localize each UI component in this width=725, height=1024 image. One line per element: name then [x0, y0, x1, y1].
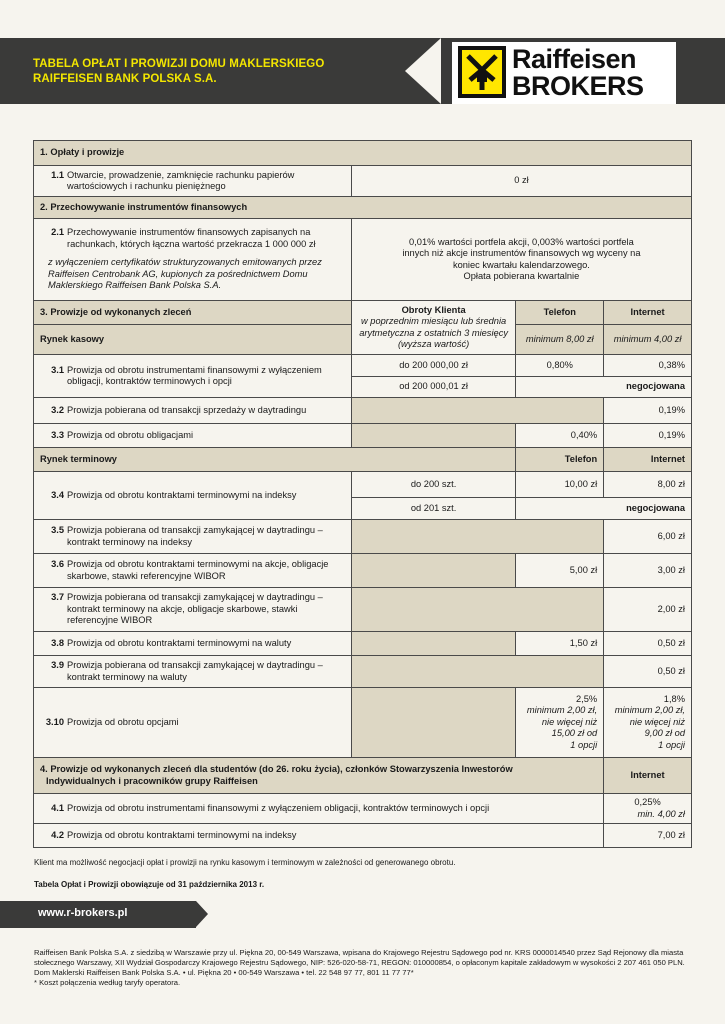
- turnover-label: Obroty Klienta: [401, 304, 466, 315]
- phone-value: 1,50 zł: [516, 632, 604, 656]
- row-4-2-value: 7,00 zł: [604, 824, 692, 848]
- internet-header: Internet: [604, 448, 692, 472]
- empty-cell: [351, 632, 516, 656]
- row-number: 3.9: [51, 660, 64, 670]
- legal-line: * Koszt połączenia według taryfy operatora.: [34, 978, 181, 987]
- raiffeisen-gable-icon: [458, 46, 506, 98]
- row-number: 3.5: [51, 525, 64, 535]
- row-3-9-desc: [34, 656, 352, 688]
- row-number: 3.6: [51, 559, 64, 569]
- futures-market-row: [34, 448, 692, 472]
- row-3-8-desc: [34, 632, 352, 656]
- row-3-7-desc: [34, 588, 352, 632]
- turnover-header: [351, 301, 516, 355]
- row-number: 3.1: [51, 364, 64, 375]
- value-line: 0,01% wartości portfela akcji, 0,003% wartości portfela: [409, 236, 634, 247]
- row-description: Prowizja pobierana od transakcji zamykającej w daytradingu – kontrakt terminowy na indeksy: [67, 525, 323, 547]
- row-1-1-value: 0 zł: [351, 166, 691, 197]
- tier-negotiable: negocjowana: [516, 498, 692, 520]
- table-row: [34, 656, 692, 688]
- internet-value: 0,50 zł: [604, 656, 692, 688]
- legal-line: Raiffeisen Bank Polska S.A. z siedzibą w Warszawie przy ul. Piękna 20, 00-549 Warszawa, wpisana do Krajowego Rejestru Sądowego pod nr. KRS 0000014540 przez Sąd Rejonowy dla miasta stołecznego Warszawy, XII Wydział Gospodarczy Krajowego Rejestru Sądowego, NIP: 526-020-58-71, REGON: 010000854, o opłaconym kapitale zakładowym w wysokości 2 207 461 050 PLN.: [34, 948, 685, 967]
- phone-value: 5,00 zł: [516, 554, 604, 588]
- logo-text-brokers: BROKERS: [512, 71, 644, 101]
- row-3-5-desc: [34, 520, 352, 554]
- row-4-2-desc: [34, 824, 604, 848]
- internet-value: 3,00 zł: [604, 554, 692, 588]
- tier-label: od 201 szt.: [351, 498, 516, 520]
- row-description: Prowizja od obrotu opcjami: [67, 716, 179, 727]
- row-number: 3.2: [51, 404, 64, 415]
- empty-cell: [351, 520, 603, 554]
- value-line: innych niż akcje instrumentów finansowych wg wyceny na: [402, 248, 641, 258]
- row-1-1-desc: [34, 166, 352, 197]
- legal-info: [34, 948, 690, 988]
- value-line: nie więcej niż: [629, 716, 685, 727]
- row-number: 3.4: [51, 489, 64, 500]
- section-4-title-line: Indywidualnych i pracowników grupy Raiffeisen: [46, 775, 258, 786]
- empty-cell: [351, 588, 603, 632]
- logo-text-raiffeisen: Raiffeisen: [512, 44, 637, 74]
- internet-header: Internet: [604, 758, 692, 794]
- row-description: Prowizja od obrotu instrumentami finansowymi z wyłączeniem obligacji, kontraktów terminowych i opcji: [67, 802, 490, 813]
- row-number: 1.1: [51, 169, 64, 180]
- row-number: 3.10: [45, 716, 64, 727]
- tier-internet: 8,00 zł: [604, 472, 692, 498]
- row-description: Przechowywanie instrumentów finansowych zapisanych na rachunkach, których łączna wartość przekracza 1 000 000 zł: [67, 227, 316, 249]
- row-2-1-desc: [34, 219, 352, 301]
- validity-note: Tabela Opłat i Prowizji obowiązuje od 31 października 2013 r.: [34, 880, 265, 889]
- row-description: Prowizja od obrotu kontraktami terminowymi na waluty: [67, 637, 292, 648]
- value-line: 0,25%: [634, 797, 661, 807]
- futures-market-label: Rynek terminowy: [34, 448, 516, 472]
- table-row: [34, 588, 692, 632]
- section-2-title: 2. Przechowywanie instrumentów finansowych: [34, 197, 692, 219]
- website-link[interactable]: www.r-brokers.pl: [38, 907, 128, 919]
- table-row: [34, 472, 692, 498]
- table-row: [34, 632, 692, 656]
- cash-min-internet: minimum 4,00 zł: [604, 325, 692, 355]
- row-description: Prowizja od obrotu kontraktami terminowymi na akcje, obligacje skarbowe, stawki referencyjne WIBOR: [67, 559, 329, 581]
- empty-cell: [351, 554, 516, 588]
- internet-header: Internet: [604, 301, 692, 325]
- negotiation-note: Klient ma możliwość negocjacji opłat i prowizji na rynku kasowym i terminowym w zależności od generowanego obrotu.: [34, 858, 456, 867]
- tier-label: do 200 000,00 zł: [351, 355, 516, 377]
- phone-value: 0,40%: [516, 424, 604, 448]
- value-line: 9,00 zł od: [644, 728, 685, 739]
- title-line-1: TABELA OPŁAT I PROWIZJI DOMU MAKLERSKIEGO: [33, 58, 325, 70]
- row-note: z wyłączeniem certyfikatów strukturyzowanych emitowanych przez Raiffeisen Centrobank AG, kupionych za pośrednictwem Domu Maklerskiego Raiffeisen Bank Polska S.A.: [48, 257, 322, 291]
- title-line-2: RAIFFEISEN BANK POLSKA S.A.: [33, 72, 217, 85]
- row-number: 4.2: [51, 829, 64, 840]
- section-3-title: 3. Prowizje od wykonanych zleceń: [34, 301, 352, 325]
- row-3-6-desc: [34, 554, 352, 588]
- value-line: 2,5%: [575, 693, 598, 704]
- empty-cell: [351, 424, 516, 448]
- value-line: Opłata pobierana kwartalnie: [463, 271, 580, 281]
- internet-value: 0,50 zł: [604, 632, 692, 656]
- tier-negotiable: negocjowana: [516, 377, 692, 398]
- options-internet: [604, 688, 692, 758]
- row-description: Prowizja pobierana od transakcji zamykającej w daytradingu – kontrakt terminowy na akcje, obligacje skarbowe, stawki referencyjne WIBOR: [67, 592, 323, 626]
- turnover-note: w poprzednim miesiącu lub średnia arytmetyczna z ostatnich 3 miesięcy (wyższa wartość): [359, 316, 508, 349]
- legal-line: Dom Maklerski Raiffeisen Bank Polska S.A. • ul. Piękna 20 • 00-549 Warszawa • tel. 22 548 97 77, 801 11 77 77*: [34, 968, 414, 977]
- value-line: koniec kwartału kalendarzowego.: [452, 259, 590, 270]
- row-number: 3.7: [51, 592, 64, 603]
- value-line: 1 opcji: [658, 739, 685, 750]
- table-row: [34, 219, 692, 301]
- table-row: [34, 824, 692, 848]
- row-description: Prowizja pobierana od transakcji zamykającej w daytradingu – kontrakt terminowy na waluty: [67, 660, 323, 682]
- page-title: [33, 57, 324, 86]
- value-line: 1,8%: [663, 693, 685, 704]
- row-4-1-value: [604, 794, 692, 824]
- value-line: minimum 2,00 zł,: [526, 705, 598, 716]
- table-row: [34, 398, 692, 424]
- row-3-2-desc: [34, 398, 352, 424]
- cash-min-phone: minimum 8,00 zł: [516, 325, 604, 355]
- value-line: minimum 2,00 zł,: [614, 705, 685, 716]
- row-3-1-desc: [34, 355, 352, 398]
- row-number: 2.1: [51, 227, 64, 238]
- options-phone: [516, 688, 604, 758]
- row-description: Prowizja pobierana od transakcji sprzedaży w daytradingu: [67, 404, 307, 415]
- value-line: 1 opcji: [570, 739, 598, 750]
- table-row: [34, 688, 692, 758]
- section-1-title: 1. Opłaty i prowizje: [34, 141, 692, 166]
- value-line: 15,00 zł od: [551, 728, 598, 739]
- tier-label: do 200 szt.: [351, 472, 516, 498]
- table-row: [34, 520, 692, 554]
- tier-internet: 0,38%: [604, 355, 692, 377]
- section-3-row: [34, 301, 692, 325]
- row-3-3-desc: [34, 424, 352, 448]
- url-arrow-icon: [196, 901, 208, 927]
- section-4-row: [34, 758, 692, 794]
- row-3-10-desc: [34, 688, 352, 758]
- internet-value: 0,19%: [604, 398, 692, 424]
- table-row: [34, 554, 692, 588]
- internet-value: 6,00 zł: [604, 520, 692, 554]
- table-row: [34, 424, 692, 448]
- empty-cell: [351, 688, 516, 758]
- tier-label: od 200 000,01 zł: [351, 377, 516, 398]
- row-description: Prowizja od obrotu instrumentami finansowymi z wyłączeniem obligacji, kontraktów terminowych i opcji: [67, 364, 322, 386]
- tier-phone: 10,00 zł: [516, 472, 604, 498]
- row-2-1-value: [351, 219, 691, 301]
- header-notch: [405, 38, 441, 104]
- row-number: 3.8: [51, 637, 64, 648]
- row-3-4-desc: [34, 472, 352, 520]
- row-description: Prowizja od obrotu kontraktami terminowymi na indeksy: [67, 489, 297, 500]
- tier-phone: 0,80%: [516, 355, 604, 377]
- row-number: 4.1: [51, 802, 64, 813]
- value-line: min. 4,00 zł: [637, 808, 685, 819]
- section-4-title-line: 4. Prowizje od wykonanych zleceń dla studentów (do 26. roku życia), członków Stowarzyszenia Inwestorów: [40, 764, 513, 774]
- table-row: [34, 355, 692, 377]
- row-4-1-desc: [34, 794, 604, 824]
- table-row: [34, 166, 692, 197]
- phone-header: Telefon: [516, 301, 604, 325]
- table-row: [34, 794, 692, 824]
- internet-value: 0,19%: [604, 424, 692, 448]
- cash-market-label: Rynek kasowy: [34, 325, 352, 355]
- section-4-title: [34, 758, 604, 794]
- row-description: Prowizja od obrotu kontraktami terminowymi na indeksy: [67, 829, 297, 840]
- empty-cell: [351, 656, 603, 688]
- row-number: 3.3: [51, 429, 64, 440]
- empty-cell: [351, 398, 603, 424]
- phone-header: Telefon: [516, 448, 604, 472]
- row-description: Otwarcie, prowadzenie, zamknięcie rachunku papierów wartościowych i rachunku pieniężnego: [67, 169, 295, 191]
- value-line: nie więcej niż: [541, 716, 598, 727]
- row-description: Prowizja od obrotu obligacjami: [67, 429, 194, 440]
- section-2-row: [34, 197, 692, 219]
- internet-value: 2,00 zł: [604, 588, 692, 632]
- fees-table: [33, 140, 692, 848]
- section-1-row: [34, 141, 692, 166]
